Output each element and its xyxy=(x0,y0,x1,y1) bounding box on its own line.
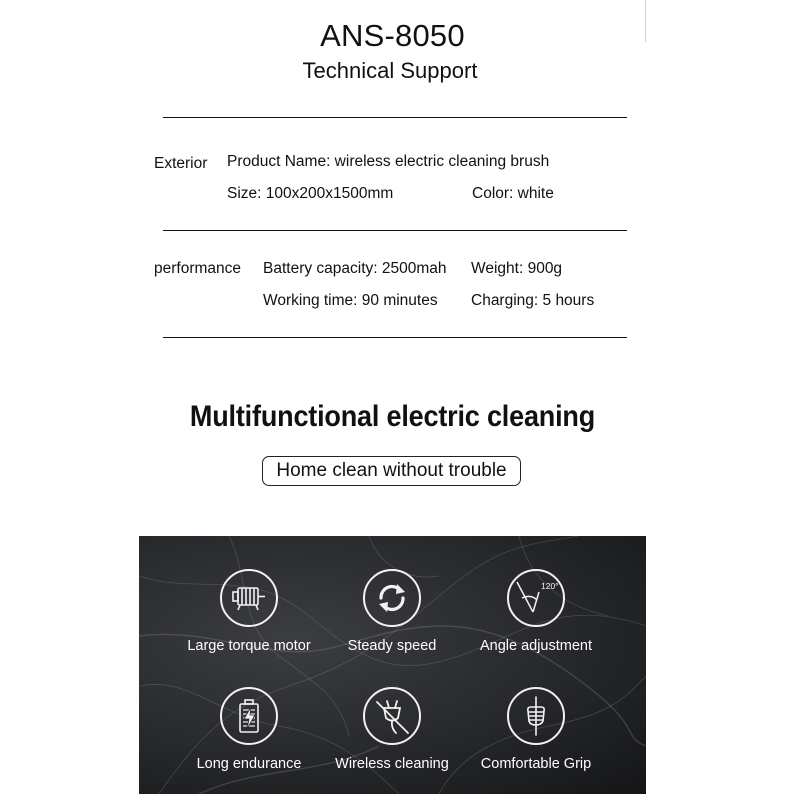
spec-group-label-exterior: Exterior xyxy=(154,155,208,172)
feature-label: Angle adjustment xyxy=(479,638,593,654)
hand-grip-icon xyxy=(519,695,553,737)
features-panel xyxy=(139,536,646,794)
angle-readout: 120° xyxy=(541,581,559,591)
no-plug-icon xyxy=(372,696,412,736)
spec-size: Size: 100x200x1500mm xyxy=(227,185,394,202)
feature-large-torque-motor xyxy=(179,569,319,654)
product-model-title: ANS-8050 xyxy=(320,18,465,53)
spec-working-time: Working time: 90 minutes xyxy=(263,292,438,309)
spec-color: Color: white xyxy=(472,185,554,202)
battery-icon xyxy=(234,698,264,734)
section-subtitle: Technical Support xyxy=(302,58,478,83)
spec-charging: Charging: 5 hours xyxy=(471,292,595,309)
promo-headline: Multifunctional electric cleaning xyxy=(189,400,596,433)
angle-icon xyxy=(513,578,559,618)
feature-label: Steady speed xyxy=(347,638,437,654)
divider xyxy=(163,117,627,118)
spec-weight: Weight: 900g xyxy=(471,260,563,277)
feature-comfortable-grip xyxy=(466,687,606,772)
feature-label: Comfortable Grip xyxy=(480,756,592,772)
divider xyxy=(645,0,646,42)
promo-tagline: Home clean without trouble xyxy=(262,456,521,486)
motor-icon xyxy=(231,583,267,613)
feature-label: Large torque motor xyxy=(187,638,311,654)
feature-label: Wireless cleaning xyxy=(335,756,449,772)
feature-label: Long endurance xyxy=(196,756,302,772)
feature-wireless-cleaning xyxy=(322,687,462,772)
rotate-arrows-icon xyxy=(375,581,409,615)
feature-long-endurance xyxy=(179,687,319,772)
feature-angle-adjustment xyxy=(466,569,606,654)
spec-product-name: Product Name: wireless electric cleaning brush xyxy=(227,153,550,170)
spec-group-label-performance: performance xyxy=(154,260,242,277)
divider xyxy=(163,337,627,338)
divider xyxy=(163,230,627,231)
spec-battery: Battery capacity: 2500mah xyxy=(263,260,447,277)
feature-steady-speed xyxy=(322,569,462,654)
